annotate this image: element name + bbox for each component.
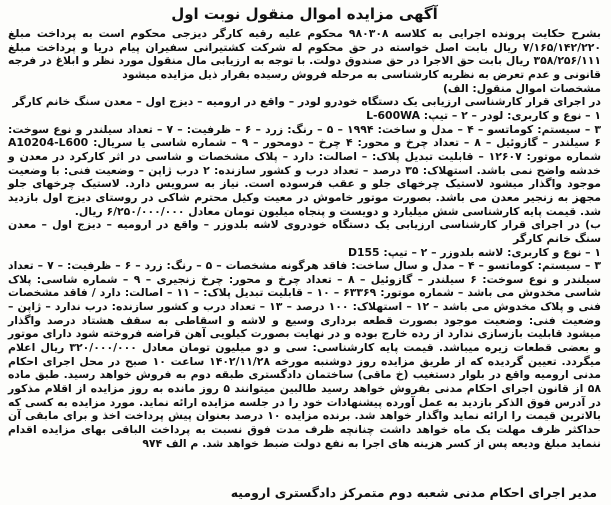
- notice-body: [8, 27, 601, 450]
- loader-assessment-intro: در اجرای قرار کارشناسی ارزیابی یک دستگاه خودرو لودر – واقع در ارومیه – دیزج اول – معدن سنگ خانم کارگر: [12, 95, 601, 109]
- signature-line: مدیر اجرای احکام مدنی شعبه دوم متمرکز دادگستری ارومیه: [230, 485, 597, 500]
- notice-title: آگهی مزایده اموال منقول نوبت اول: [171, 5, 438, 23]
- bulldozer-assessment-intro: ب) در اجرای قرار کارشناسی ارزیابی یک دستگاه خودروی لاشه بلدوزر – واقع در ارومیه – دیزج اول – معدن سنگ خانم کارگر: [8, 218, 601, 245]
- intro-paragraph: بشرح حکایت پرونده اجرایی به کلاسه ۹۸۰۳۰۸ محکوم علیه رقیه کارگر دیزجی محکوم است به پرداخت مبلغ ۷/۱۶۵/۱۴۲/۲۲۰ ریال بابت اصل خواسته در حق محکوم له شرکت کشتیرانی سفیران پیام دریا و پرداخت مبلغ ۳۵۸/۲۵۶/۱۱۱ ریال بابت حق الاجرا در حق صندوق دولت. با توجه به ارزیابی مال منقول مورد نظر و ابلاغ در فرجه قانونی و عدم تعرض به نظریه کارشناسی به مرحله فروش رسیده بقرار ذیل مزایده میشود: [8, 27, 601, 81]
- bulldozer-specs-and-terms-paragraph: ۳ – سیستم: کوماتسو – ۴ – مدل و سال ساخت: فاقد هرگونه مشخصات – ۵ – رنگ: زرد – ۶ – ظرفیت: – ۷ – تعداد سیلندر و نوع سوخت: ۶ سیلندر – گازوئیل – ۸ – تعداد چرخ و محور: چرخ زنجیری – ۹ – شماره شاسی: پلاک شاسی مخدوش می باشد – شماره موتور: ۶۳۳۶۹ – ۱۰ – قابلیت تبدیل پلاک: – ۱۱ – اصالت: دارد / فاقد مشخصات فنی و پلاک مخدوش می باشد – ۱۲ – استهلاک: ۱۰۰ درصد – ۱۳ – تعداد درب و کشور سازنده: درب ندارد – ژاپن – وضعیت فنی: وضعیت موجود بصورت قطعه برداری وسیع و لاشه و اسقاطی به سقف هشتاد درصد واگذار میشود قابلیت بازسازی ندارد از رده خارج بوده و در نهایت بصورت کیلویی آهن قراضه فروخته شود دارای موتور و بعضی قطعات زیره میباشد. قیمت پایه کارشناسی: سی و دو میلیون تومان معادل ۳۲۰/۰۰۰/۰۰۰ ریال اعلام میگردد. تعیین گردیده که از طریق مزایده روز دوشنبه مورخه ۱۴۰۲/۱۱/۲۸ ساعت ۱۰ صبح در محل اجرای احکام مدنی ارومیه واقع در بلوار دستغیب (خ ماقی) ساختمان دادگستری طبقه دوم به فروش خواهد رسید. طبق ماده ۵۸ از قانون اجرای احکام مدنی بفروش خواهد رسید طالبین میتوانند ۵ روز مانده به روز مزایده از اقلام مذکور در آدرس فوق الذکر بازدید به عمل آورده پیشنهادات خود را در جلسه مزایده ارائه نماید. مورد مزایده به کسی که بالاترین قیمت را ارائه نماید واگذار خواهد شد. برنده مزایده ۱۰ درصد بعنوان پیش پرداخت اخذ و برای مابقی آن حداکثر ظرف مهلت یک ماه خواهد داشت چنانچه ظرف مدت فوق نسبت به پرداخت الباقی بهای مزایده اقدام ننماید مبلغ ودیعه پس از کسر هزینه های اجرا به نفع دولت ضبط خواهد شد. م الف ۹۷۴: [8, 259, 602, 450]
- bulldozer-type-line: ۱ – نوع و کاربری: لاشه بلدوزر – ۲ – تیپ: D155: [347, 245, 601, 259]
- loader-type-line: ۱ – نوع و کاربری: لودر – ۲ – تیپ: L-600WA: [366, 108, 601, 122]
- loader-specs-paragraph: ۳ – سیستم: کوماتسو – ۴ – مدل و ساخت: ۱۹۹۴ – ۵ – رنگ: زرد – ۶ – ظرفیت: – ۷ – تعداد سیلندر و نوع سوخت: ۶ سیلندر – گازوئیل – ۸ – تعداد چرخ و محور: ۴ چرخ – دومحور – ۹ – شماره شاسی یا سریال: A10204-L600 شماره موتور: ۱۲۶۰۷ – قابلیت تبدیل پلاک: – اصالت: دارد – پلاک مشخصات و شاسی در اثر کارکرد در معدن و خدشه واضح نمی باشد. استهلاک: ۳۵ درصد – تعداد درب و کشور سازنده: ۲ درب ژاپن – وضعیت فنی: با وضعیت موجود واگذار میشود لاستیک چرخهای جلو و عقب فرسوده است. نیاز به سرویس دارد. لاستیک چرخهای جلو مجهز به زنجیر معدن می باشد. بصورت موتور خاموش در معیت وکیل محترم شاکی در روستای دیزج اول بازدید شد. قیمت پایه کارشناسی شش میلیارد و دویست و پنجاه میلیون تومان معادل ۶/۲۵۰/۰۰۰/۰۰۰ ریال.: [8, 122, 602, 218]
- section-a-heading: مشخصات اموال منقول: الف): [442, 81, 601, 95]
